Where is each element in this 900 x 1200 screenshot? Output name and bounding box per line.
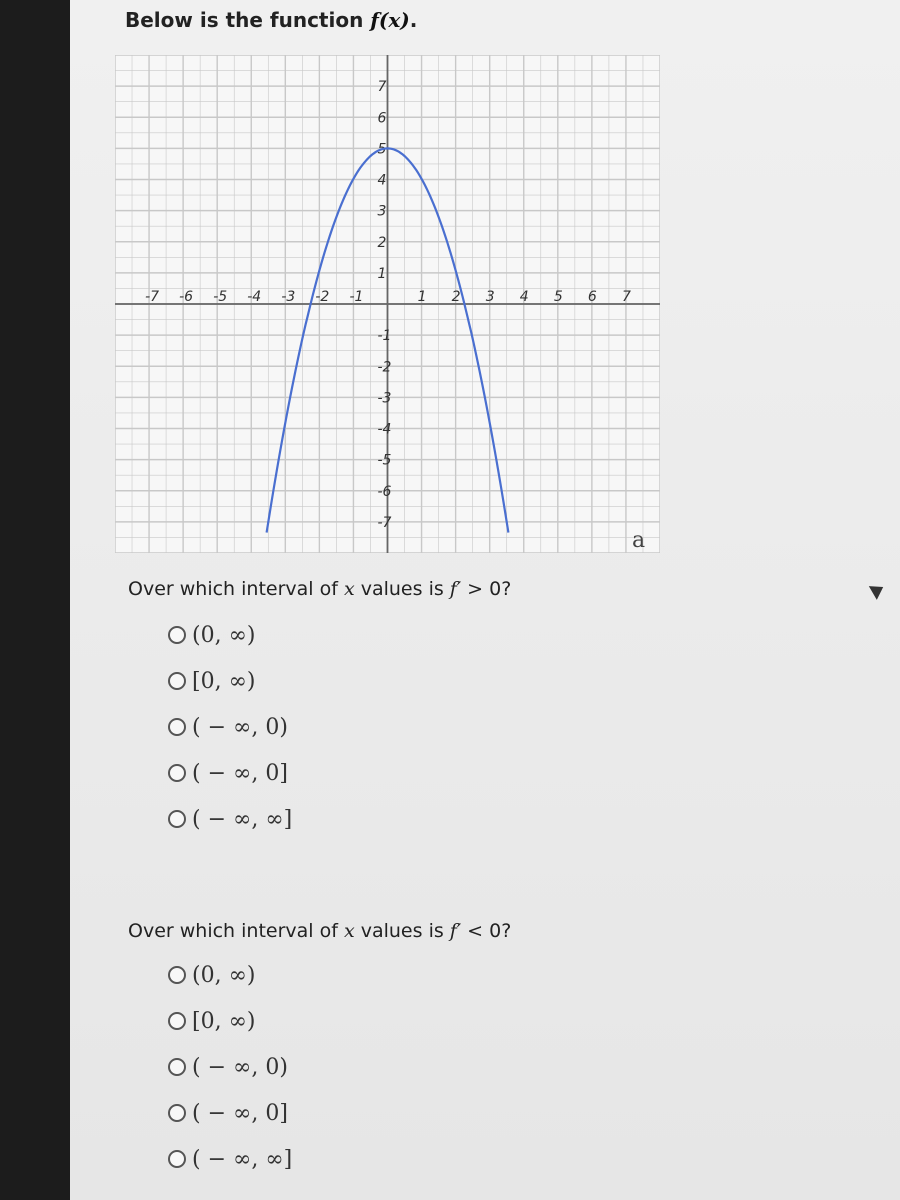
x-tick-label: -2 [315, 289, 330, 305]
q2-fprime: f′ [449, 920, 462, 942]
y-tick-label: -4 [377, 421, 392, 438]
question-1-options [168, 612, 292, 842]
page-title [125, 8, 417, 32]
q1-option-3[interactable] [168, 704, 292, 750]
q1-middle: values is [354, 578, 450, 600]
q2-option-4[interactable] [168, 1090, 292, 1136]
radio-button[interactable] [168, 718, 186, 736]
q2-var: x [343, 920, 355, 942]
option-label: (0, ∞) [192, 622, 256, 648]
x-tick-label: 7 [621, 289, 631, 305]
q1-option-2[interactable] [168, 658, 292, 704]
option-label: [0, ∞) [192, 1008, 256, 1034]
y-tick-label: -5 [377, 452, 392, 469]
x-tick-label: -6 [179, 289, 194, 305]
x-tick-label: 6 [587, 289, 597, 305]
function-graph [115, 55, 660, 553]
option-label: ( − ∞, 0) [192, 1054, 288, 1080]
question-1 [128, 578, 511, 600]
radio-button[interactable] [168, 1012, 186, 1030]
x-tick-label: 4 [519, 289, 529, 305]
q2-prefix: Over which interval of [128, 920, 344, 942]
option-label: ( − ∞, ∞] [192, 1146, 293, 1172]
x-tick-label: -4 [247, 289, 262, 305]
radio-button[interactable] [168, 1150, 186, 1168]
option-label: ( − ∞, ∞] [192, 806, 293, 832]
title-function: f(x) [370, 8, 410, 32]
y-tick-label: -3 [377, 390, 392, 407]
y-tick-label: -1 [377, 328, 392, 345]
option-label: [0, ∞) [192, 668, 256, 694]
y-tick-label: -7 [377, 514, 392, 531]
q2-option-3[interactable] [168, 1044, 292, 1090]
radio-button[interactable] [168, 764, 186, 782]
title-suffix: . [409, 8, 418, 32]
title-prefix: Below is the function [125, 8, 371, 32]
x-tick-label: -7 [145, 289, 160, 305]
q2-option-5[interactable] [168, 1136, 292, 1182]
q1-prefix: Over which interval of [128, 578, 344, 600]
q2-option-1[interactable] [168, 952, 292, 998]
q2-option-2[interactable] [168, 998, 292, 1044]
q1-relation: > 0? [461, 578, 512, 600]
screen [70, 0, 900, 1200]
x-tick-label: -1 [349, 289, 364, 305]
y-tick-label: 3 [377, 203, 387, 220]
y-tick-label: -2 [377, 359, 392, 376]
q1-fprime: f′ [449, 578, 462, 600]
radio-button[interactable] [168, 626, 186, 644]
y-tick-label: 4 [377, 172, 387, 189]
option-label: ( − ∞, 0) [192, 714, 288, 740]
question-2-options [168, 952, 292, 1182]
x-tick-label: -5 [213, 289, 228, 305]
y-tick-label: 6 [377, 110, 387, 127]
y-tick-label: 1 [377, 265, 387, 282]
y-tick-label: -6 [377, 483, 392, 500]
y-tick-label: 2 [377, 234, 387, 251]
x-tick-label: -3 [281, 289, 296, 305]
question-2 [128, 920, 511, 942]
q2-relation: < 0? [461, 920, 512, 942]
radio-button[interactable] [168, 966, 186, 984]
radio-button[interactable] [168, 1058, 186, 1076]
x-tick-label: 3 [485, 289, 495, 305]
x-tick-label: 2 [451, 289, 461, 305]
graph-svg [115, 55, 660, 553]
radio-button[interactable] [168, 672, 186, 690]
x-tick-label: 5 [553, 289, 563, 305]
x-tick-label: 1 [417, 289, 427, 305]
q1-option-4[interactable] [168, 750, 292, 796]
corner-mark: a [632, 528, 646, 553]
q1-option-5[interactable] [168, 796, 292, 842]
y-tick-label: 7 [377, 79, 387, 96]
radio-button[interactable] [168, 810, 186, 828]
radio-button[interactable] [168, 1104, 186, 1122]
q1-option-1[interactable] [168, 612, 292, 658]
q2-middle: values is [354, 920, 450, 942]
q1-var: x [343, 578, 355, 600]
option-label: (0, ∞) [192, 962, 256, 988]
y-tick-label: 5 [377, 141, 387, 158]
option-label: ( − ∞, 0] [192, 1100, 288, 1126]
option-label: ( − ∞, 0] [192, 760, 288, 786]
